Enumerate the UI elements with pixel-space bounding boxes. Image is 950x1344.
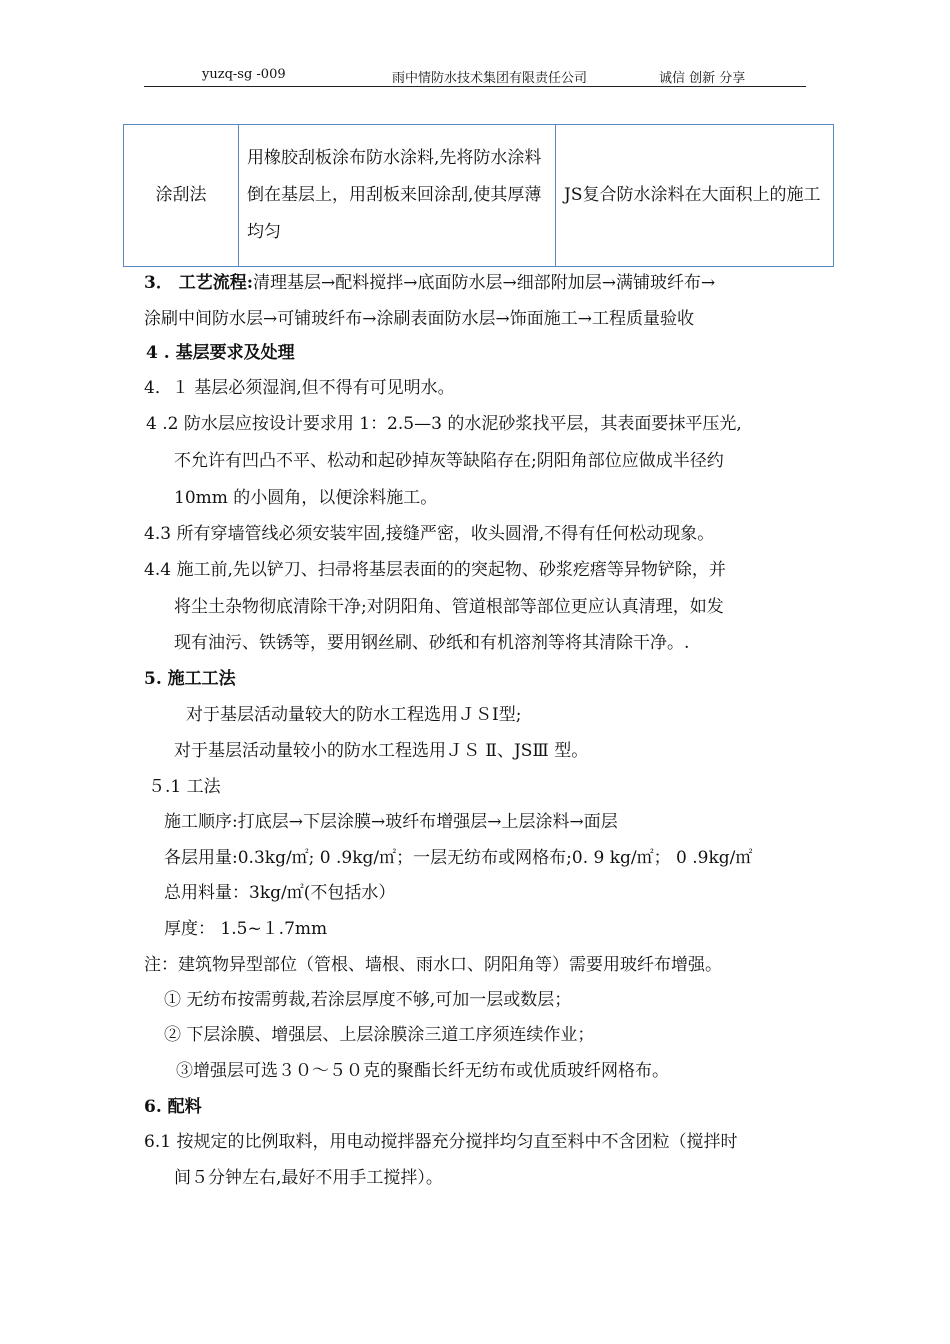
paragraph-4-2-line-3: 10mm 的小圆角，以便涂料施工。 bbox=[174, 488, 438, 508]
section-5-intro-1: 对于基层活动量较大的防水工程选用ＪＳⅠ型; bbox=[186, 705, 522, 725]
paragraph-4-3: 4.3 所有穿墙管线必须安装牢固,接缝严密，收头圆滑,不得有任何松动现象。 bbox=[144, 524, 715, 544]
section-4-title: 4 . 基层要求及处理 bbox=[146, 343, 295, 363]
paragraph-4-2-line-2: 不允许有凹凸不平、松动和起砂掉灰等缺陷存在;阴阳角部位应做成半径约 bbox=[174, 451, 724, 471]
process-flow-text: 清理基层→配料搅拌→底面防水层→细部附加层→满铺玻纤布→ bbox=[253, 273, 716, 293]
paragraph-4-4-line-2: 将尘土杂物彻底清除干净;对阴阳角、管道根部等部位更应认真清理，如发 bbox=[174, 597, 724, 617]
section-5-1-title: ５.1 工法 bbox=[148, 777, 221, 797]
section-3-title: 3． 工艺流程: bbox=[144, 273, 254, 293]
layer-usage: 各层用量:0.3kg/㎡; 0 .9kg/㎡；一层无纺布或网格布;0. 9 kg/㎡； 0 .9kg/㎡ bbox=[164, 848, 753, 868]
paragraph-6-1-line-1: 6.1 按规定的比例取料，用电动搅拌器充分搅拌均匀直至料中不含团粒（搅拌时 bbox=[144, 1132, 738, 1152]
section-5-intro-2: 对于基层活动量较小的防水工程选用ＪＳ Ⅱ、JSⅢ 型。 bbox=[174, 741, 589, 761]
document-code: yuzq-sg -009 bbox=[202, 67, 286, 82]
method-name-cell: 涂刮法 bbox=[124, 125, 239, 267]
paragraph-6-1-line-2: 间５分钟左右,最好不用手工搅拌）。 bbox=[174, 1168, 443, 1188]
paragraph-4-4-line-3: 现有油污、铁锈等，要用钢丝刷、砂纸和有机溶剂等将其清除干净。. bbox=[174, 633, 690, 653]
note-item-1: ① 无纺布按需剪裁,若涂层厚度不够,可加一层或数层； bbox=[164, 990, 572, 1010]
page-header bbox=[144, 64, 806, 87]
thickness: 厚度： 1.5~１.7mm bbox=[164, 919, 328, 939]
method-description-cell: 用橡胶刮板涂布防水涂料,先将防水涂料倒在基层上，用刮板来回涂刮,使其厚薄均匀 bbox=[239, 125, 556, 267]
method-application-cell: JS复合防水涂料在大面积上的施工 bbox=[556, 125, 834, 267]
paragraph-4-4-line-1: 4.4 施工前,先以铲刀、扫帚将基层表面的的突起物、砂浆疙瘩等异物铲除，并 bbox=[144, 560, 726, 580]
company-name: 雨中情防水技术集团有限责任公司 bbox=[392, 71, 588, 86]
construction-order: 施工顺序:打底层→下层涂膜→玻纤布增强层→上层涂料→面层 bbox=[164, 812, 618, 832]
paragraph-4-1: 4．１ 基层必须湿润,但不得有可见明水。 bbox=[144, 378, 455, 398]
note: 注：建筑物异型部位（管根、墙根、雨水口、阴阳角等）需要用玻纤布增强。 bbox=[144, 955, 722, 975]
table-row bbox=[124, 125, 834, 267]
note-item-3: ③增强层可选３０～５０克的聚酯长纤无纺布或优质玻纤网格布。 bbox=[176, 1061, 669, 1081]
section-5-title: 5. 施工工法 bbox=[144, 669, 236, 689]
method-table bbox=[123, 124, 834, 267]
section-3-line-2: 涂刷中间防水层→可铺玻纤布→涂刷表面防水层→饰面施工→工程质量验收 bbox=[144, 309, 694, 329]
section-3-line-1 bbox=[144, 272, 715, 294]
note-item-2: ② 下层涂膜、增强层、上层涂膜涂三道工序须连续作业； bbox=[164, 1025, 595, 1045]
company-motto: 诚信 创新 分享 bbox=[659, 71, 746, 86]
section-6-title: 6. 配料 bbox=[144, 1097, 202, 1117]
total-usage: 总用料量：3kg/㎡(不包括水） bbox=[164, 883, 396, 903]
paragraph-4-2-line-1: 4 .2 防水层应按设计要求用 1：2.5—3 的水泥砂浆找平层，其表面要抹平压光, bbox=[146, 414, 742, 434]
